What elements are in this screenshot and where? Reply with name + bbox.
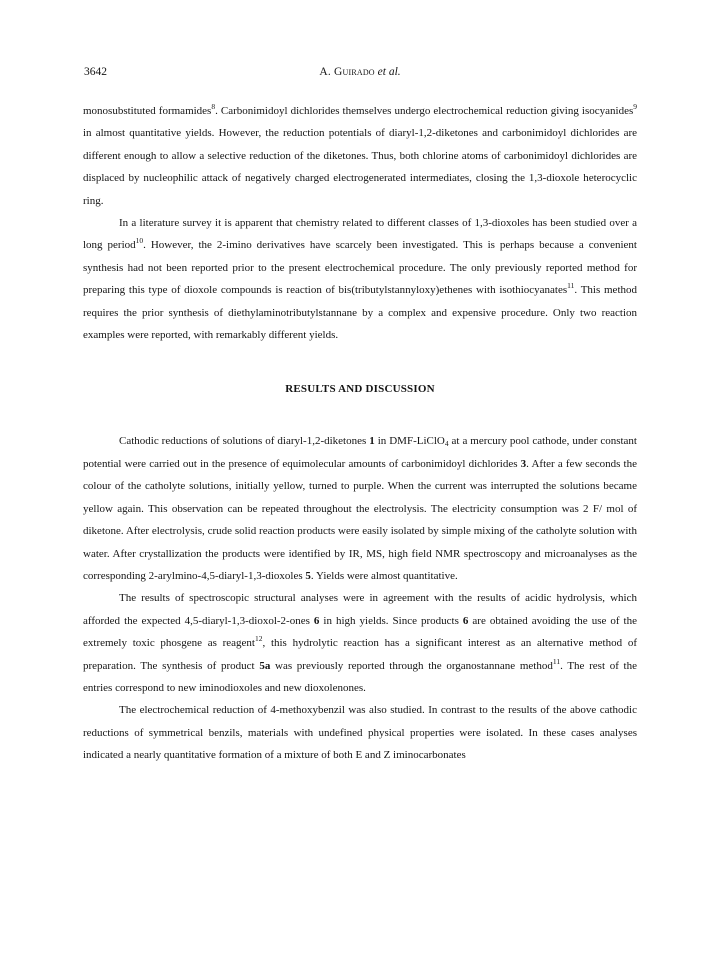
reference-mark: 8 bbox=[211, 102, 216, 111]
reference-mark: 9 bbox=[633, 102, 637, 111]
text-span: in high yields. Since products bbox=[319, 614, 463, 627]
paragraph-3 bbox=[83, 430, 637, 587]
text-span: . However, the 2-imino derivatives have scarcely been investigated. This is perhaps because a convenient synthesis had not been reported prior to the present electrochemical procedure. The only previously reported method for preparing this type of dioxole compounds is reaction of bis(tributylstannyloxy)ethenes with isothiocyanates bbox=[83, 239, 637, 297]
text-span: are obtained avoiding the use of the extremely toxic phosgene as reagent bbox=[83, 614, 637, 650]
running-head-author: A. Guirado bbox=[319, 66, 375, 78]
text-span: Cathodic reductions of solutions of diaryl-1,2-diketones bbox=[119, 435, 370, 448]
paragraph-4 bbox=[83, 587, 637, 699]
compound-number: 6 bbox=[462, 614, 469, 627]
text-span: at a mercury pool cathode, under constant potential were carried out in the presence of equimolecular amounts of carbonimidoyl dichlorides bbox=[83, 435, 637, 470]
text-span: , this hydrolytic reaction has a significant interest as an alternative method of preparation. The synthesis of product bbox=[83, 637, 637, 672]
compound-number: 1 bbox=[369, 435, 375, 448]
text-span: . Carbonimidoyl dichlorides themselves undergo electrochemical reduction giving isocyanides bbox=[215, 105, 634, 117]
text-span: was previously reported through the organostannane method bbox=[270, 659, 553, 672]
text-span: The results of spectroscopic structural analyses were in agreement with the results of acidic hydrolysis, which afforded the expected 4,5-diaryl-1,3-dioxol-2-ones bbox=[83, 592, 637, 627]
text-span: in DMF-LiClO bbox=[374, 435, 445, 448]
compound-number: 5a bbox=[259, 659, 271, 672]
running-head-etal: et al. bbox=[377, 66, 401, 78]
body-text bbox=[83, 100, 637, 767]
running-head bbox=[0, 66, 720, 78]
text-span: monosubstituted formamides bbox=[83, 105, 212, 117]
reference-mark: 10 bbox=[135, 236, 144, 246]
paragraph-2 bbox=[83, 212, 637, 346]
text-span: In a literature survey it is apparent that chemistry related to different classes of 1,3-dioxoles has been studied over a long period bbox=[83, 217, 637, 252]
compound-number: 6 bbox=[313, 614, 320, 627]
paragraph-1 bbox=[83, 100, 637, 212]
compound-number: 3 bbox=[520, 457, 527, 470]
page-number: 3642 bbox=[84, 66, 107, 78]
text-span: in almost quantitative yields. However, the reduction potentials of diaryl-1,2-diketones and carbonimidoyl dichlorides are different enough to allow a selective reduction of the diketones. Thus, both chlorine atoms of carbonimidoyl dichlorides are displaced by nucleophilic attack of negatively charged electrogenerated intermediates, closing the 1,3-dioxole heterocyclic ring. bbox=[83, 127, 637, 207]
text-span: . Yields were almost quantitative. bbox=[310, 569, 458, 582]
compound-number: 5 bbox=[305, 569, 311, 582]
reference-mark: 11 bbox=[567, 281, 575, 291]
paragraph-5 bbox=[83, 699, 637, 766]
section-heading: RESULTS AND DISCUSSION bbox=[285, 383, 435, 396]
text-span: The electrochemical reduction of 4-methoxybenzil was also studied. In contrast to the results of the above cathodic reductions of symmetrical benzils, materials with undefined physical properties were isolated. In these cases analyses indicated a nearly quantitative formation of a mixture of both E and Z iminocarbonates bbox=[83, 704, 637, 762]
subscript: 4 bbox=[444, 439, 449, 449]
text-span: . This method requires the prior synthesis of diethylaminotributylstannane by a complex and expensive procedure. Only two reaction examples were reported, with remarkably different yields. bbox=[83, 284, 637, 342]
text-span: . The rest of the entries correspond to new iminodioxoles and new dioxolenones. bbox=[83, 659, 637, 694]
reference-mark: 11 bbox=[552, 656, 561, 666]
text-span: . After a few seconds the colour of the catholyte solutions, initially yellow, turned to purple. When the current was interrupted the solutions became yellow again. This observation can be repeated throughout the electrolysis. The electricity consumption was 2 F/ mol of diketone. After electrolysis, crude solid reaction products were easily isolated by simple mixing of the catholyte solution with water. After crystallization the products were identified by IR, MS, high field NMR spectroscopy and microanalyses as the corresponding 2-arylmino-4,5-diaryl-1,3-dioxoles bbox=[83, 457, 637, 582]
reference-mark: 12 bbox=[254, 634, 263, 644]
